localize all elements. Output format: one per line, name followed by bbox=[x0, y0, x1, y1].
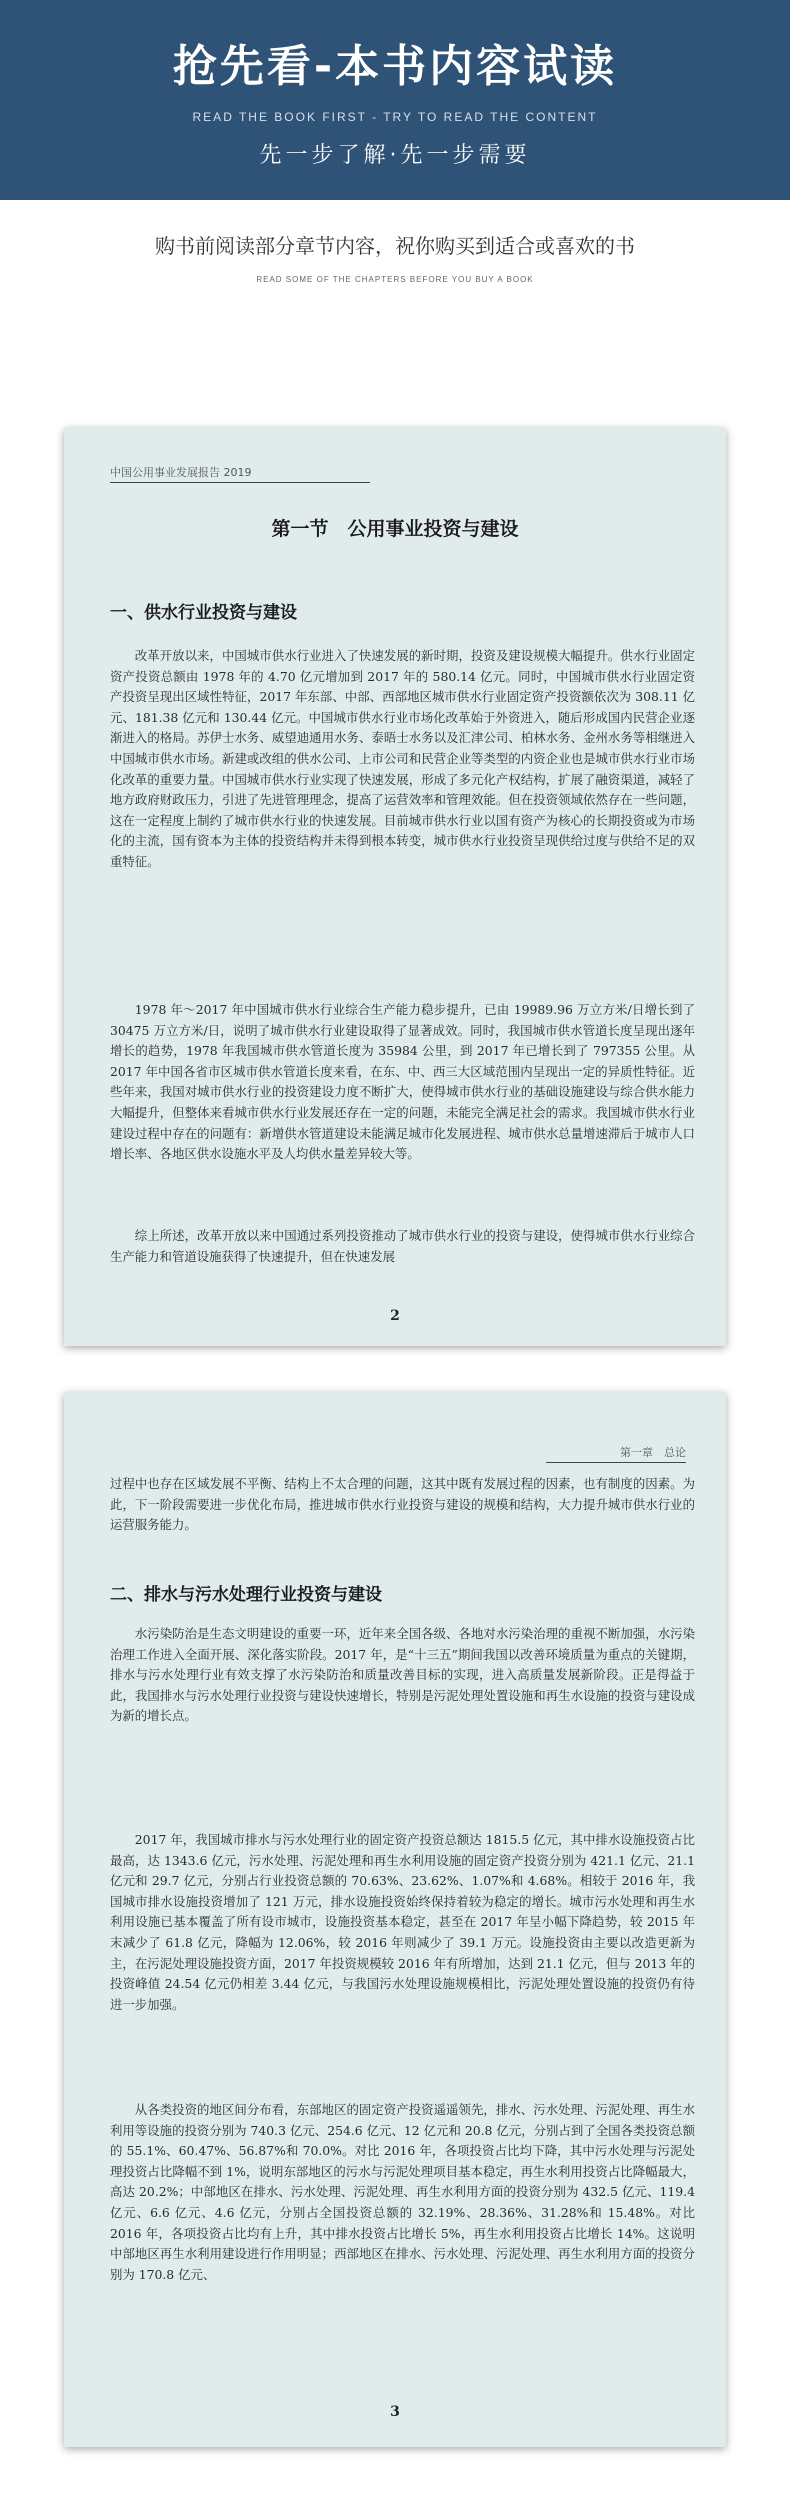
page-number: 3 bbox=[390, 2404, 400, 2420]
body-paragraph: 2017 年，我国城市排水与污水处理行业的固定资产投资总额达 1815.5 亿元，其中排水设施投资占比最高，达 1343.6 亿元，污水处理、污泥处理和再生水利用设施的固定资产投资分别为 421.1 亿元、21.1 亿元和 29.7 亿元，分别占行业投资总额的 70.63%、23.62%、1.07%和 4.68%。相较于 2016 年，我国城市排水设施投资增加了 121 万元，排水设施投资始终保持着较为稳定的增长。城市污水处理和再生水利用设施已基本覆盖了所有设市城市，设施投资基本稳定，甚至在 2017 年呈小幅下降趋势，较 2015 年末减少了 61.8 亿元，降幅为 12.06%，较 2016 年则减少了 39.1 万元。设施投资由主要以改造更新为主，在污泥处理设施投资方面，2017 年投资规模较 2016 年有所增加，达到 21.1 亿元，但与 2013 年的投资峰值 24.54 亿元仍相差 3.44 亿元，与我国污水处理设施规模相比，污泥处理处置设施的投资仍有待进一步加强。 bbox=[110, 1832, 695, 2012]
body-paragraph: 综上所述，改革开放以来中国通过系列投资推动了城市供水行业的投资与建设，使得城市供水行业综合生产能力和管道设施获得了快速提升，但在快速发展 bbox=[110, 1228, 695, 1264]
intro-text-cn: 购书前阅读部分章节内容，祝你购买到适合或喜欢的书 bbox=[155, 234, 635, 258]
intro-text-en: READ SOME OF THE CHAPTERS BEFORE YOU BUY A BOOK bbox=[256, 275, 534, 284]
section-heading: 一、供水行业投资与建设 bbox=[110, 603, 297, 623]
banner bbox=[0, 0, 790, 200]
page-number: 2 bbox=[390, 1308, 400, 1324]
body-paragraph: 1978 年～2017 年中国城市供水行业综合生产能力稳步提升，已由 19989.96 万立方米/日增长到了 30475 万立方米/日，说明了城市供水行业建设取得了显著成效。同时，我国城市供水管道长度呈现出逐年增长的趋势，1978 年我国城市供水管道长度为 35984 公里，到 2017 年已增长到了 797355 公里。从 2017 年中国各省市区城市供水管道长度来看，在东、中、西三大区域范围内呈现出一定的异质性特征。近些年来，我国对城市供水行业的投资建设力度不断扩大，使得城市供水行业的基础设施建设与综合供水能力大幅提升，但整体来看城市供水行业发展还存在一定的问题，未能完全满足社会的需求。我国城市供水行业建设过程中存在的问题有：新增供水管道建设未能满足城市化发展进程、城市供水总量增速滞后于城市人口增长率、各地区供水设施水平及人均供水量差异较大等。 bbox=[110, 1002, 695, 1162]
book-page-3 bbox=[64, 1392, 726, 2447]
body-paragraph: 水污染防治是生态文明建设的重要一环，近年来全国各级、各地对水污染治理的重视不断加强，水污染治理工作进入全面开展、深化落实阶段。2017 年，是“十三五”期间我国以改善环境质量为重点的关键期，排水与污水处理行业有效支撑了水污染防治和质量改善目标的实现，进入高质量发展新阶段。正是得益于此，我国排水与污水处理行业投资与建设快速增长，特别是污泥处理处置设施和再生水设施的投资与建设成为新的增长点。 bbox=[110, 1626, 695, 1724]
body-paragraph: 改革开放以来，中国城市供水行业进入了快速发展的新时期，投资及建设规模大幅提升。供水行业固定资产投资总额由 1978 年的 4.70 亿元增加到 2017 年的 580.14 亿元。同时，中国城市供水行业固定资产投资呈现出区域性特征，2017 年东部、中部、西部地区城市供水行业固定资产投资额依次为 308.11 亿元、181.38 亿元和 130.44 亿元。中国城市供水行业市场化改革始于外资进入，随后形成国内民营企业逐渐进入的格局。苏伊士水务、威望迪通用水务、泰晤士水务以及汇津公司、柏林水务、金州水务等相继进入中国城市供水市场。新建或改组的供水公司、上市公司和民营企业等类型的内资企业也是城市供水行业市场化改革的重要力量。中国城市供水行业实现了快速发展，形成了多元化产权结构，扩展了融资渠道，减轻了地方政府财政压力，引进了先进管理理念，提高了运营效率和管理效能。但在投资领域依然存在一些问题，这在一定程度上制约了城市供水行业的快速发展。目前城市供水行业以国有资产为核心的长期投资或为市场化的主流，国有资本为主体的投资结构并未得到根本转变，城市供水行业投资呈现供给过度与供给不足的双重特征。 bbox=[110, 648, 695, 869]
section-title: 第一节 公用事业投资与建设 bbox=[271, 518, 519, 540]
running-head: 中国公用事业发展报告 2019 bbox=[110, 464, 370, 483]
running-head: 第一章 总论 bbox=[546, 1444, 686, 1463]
body-paragraph: 从各类投资的地区间分布看，东部地区的固定资产投资遥遥领先，排水、污水处理、污泥处理、再生水利用等设施的投资分别为 740.3 亿元、254.6 亿元、12 亿元和 20.8 亿元，分别占到了全国各类投资总额的 55.1%、60.47%、56.87%和 70.0%。对比 2016 年，各项投资占比均下降，其中污水处理与污泥处理投资占比降幅不到 1%，说明东部地区的污水与污泥处理项目基本稳定，再生水利用投资占比降幅最大，高达 20.2%；中部地区在排水、污水处理、污泥处理、再生水利用方面的投资分别为 432.5 亿元、119.4 亿元、6.6 亿元、4.6 亿元，分别占全国投资总额的 32.19%、28.36%、31.28%和 15.48%。对比 2016 年，各项投资占比均有上升，其中排水投资占比增长 5%，再生水利用投资占比增长 14%。这说明中部地区再生水利用建设进行作用明显；西部地区在排水、污水处理、污泥处理、再生水利用方面的投资分别为 170.8 亿元、 bbox=[110, 2102, 695, 2282]
body-paragraph: 过程中也存在区域发展不平衡、结构上不太合理的问题，这其中既有发展过程的因素，也有制度的因素。为此，下一阶段需要进一步优化布局，推进城市供水行业投资与建设的规模和结构，大力提升城市供水行业的运营服务能力。 bbox=[110, 1476, 695, 1533]
banner-subtitle-en: READ THE BOOK FIRST - TRY TO READ THE CONTENT bbox=[192, 110, 598, 124]
intro bbox=[0, 230, 790, 284]
banner-subtitle-cn: 先一步了解·先一步需要 bbox=[259, 143, 531, 168]
banner-title: 抢先看-本书内容试读 bbox=[172, 41, 618, 92]
section-heading: 二、排水与污水处理行业投资与建设 bbox=[110, 1585, 382, 1605]
book-page-2 bbox=[64, 428, 726, 1346]
